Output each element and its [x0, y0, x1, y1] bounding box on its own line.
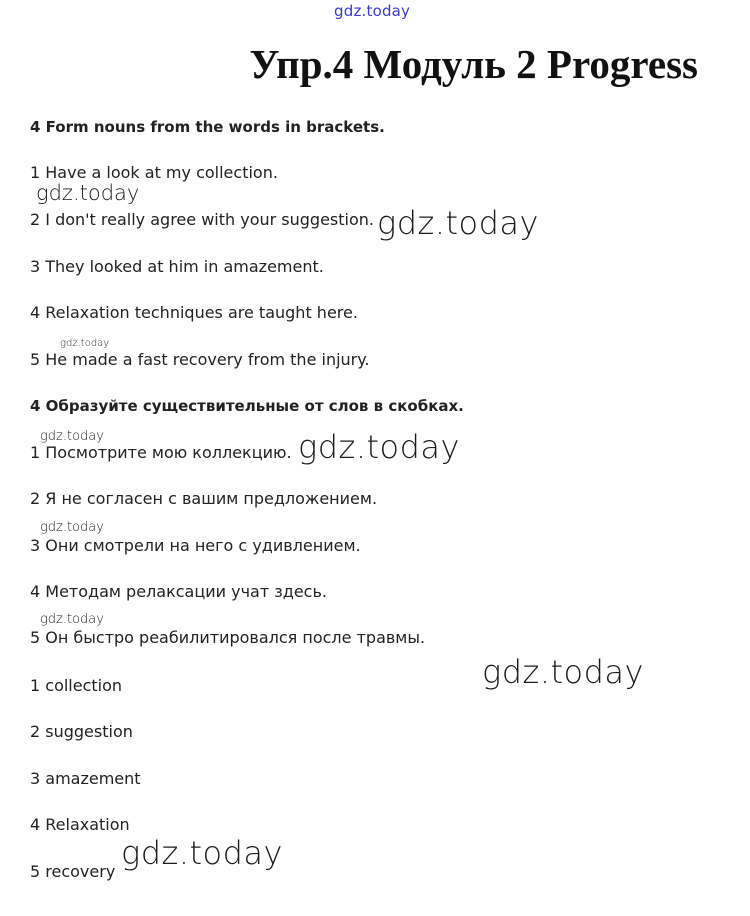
watermark: gdz.today [60, 338, 110, 349]
watermark-top: gdz.today [334, 2, 411, 20]
watermark: gdz.today [40, 612, 104, 627]
watermark: gdz.today [482, 653, 644, 691]
sentence-en-5: 5 He made a fast recovery from the injury. [30, 350, 370, 369]
watermark: gdz.today [36, 181, 140, 205]
answer-3: 3 amazement [30, 769, 141, 788]
watermark: gdz.today [377, 204, 539, 242]
watermark: gdz.today [298, 428, 460, 466]
sentence-ru-1: 1 Посмотрите мою коллекцию. [30, 443, 292, 462]
sentence-ru-4: 4 Методам релаксации учат здесь. [30, 582, 327, 601]
sentence-en-3: 3 They looked at him in amazement. [30, 257, 324, 276]
page-title: Упр.4 Модуль 2 Progress [249, 41, 698, 87]
watermark: gdz.today [121, 834, 283, 872]
answer-5: 5 recovery [30, 862, 116, 881]
sentence-en-4: 4 Relaxation techniques are taught here. [30, 303, 358, 322]
sentence-ru-2: 2 Я не согласен с вашим предложением. [30, 489, 378, 508]
sentence-en-1: 1 Have a look at my collection. [30, 163, 278, 182]
sentence-ru-3: 3 Они смотрели на него с удивлением. [30, 536, 361, 555]
answer-1: 1 collection [30, 676, 123, 695]
exercise-heading-en: 4 Form nouns from the words in brackets. [30, 118, 385, 136]
sentence-en-2: 2 I don't really agree with your suggestion. [30, 210, 374, 229]
sentence-ru-5: 5 Он быстро реабилитировался после травмы. [30, 628, 426, 647]
watermark: gdz.today [40, 429, 104, 444]
answer-4: 4 Relaxation [30, 815, 130, 834]
exercise-heading-ru: 4 Образуйте существительные от слов в скобках. [30, 397, 464, 415]
answer-2: 2 suggestion [30, 722, 133, 741]
watermark: gdz.today [40, 520, 104, 535]
